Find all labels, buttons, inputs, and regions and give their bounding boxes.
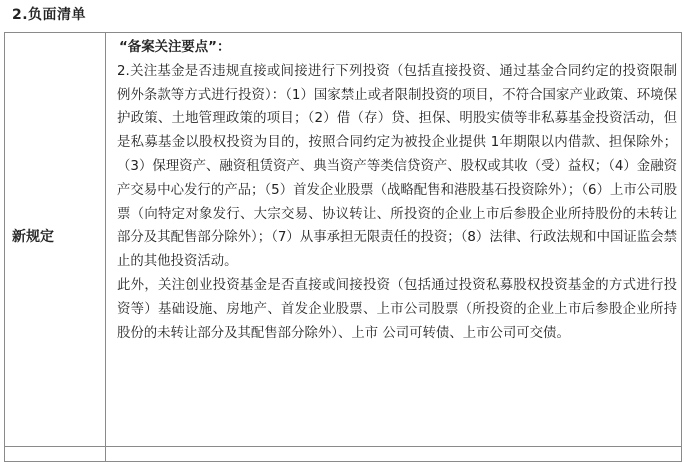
content-paragraph-1: 2.关注基金是否违规直接或间接进行下列投资（包括直接投资、通过基金合同约定的投资限制例外条款等方式进行投资）：（1）国家禁止或者限制投资的项目，不符合国家产业政策、环境保护政策、土地管理政策的项目；（2）借（存）贷、担保、明股实债等非私募基金投资活动，但是私募基金以股权投资为目的，按照合同约定为被投企业提供 1年期限以内借款、担保除外；（3）保理资产、融资租赁资产、典当资产等类信贷资产、股权或其收（受）益权；（4）金融资产交易中心发行的产品；（5）首发企业股票（战略配售和港股基石投资除外）；（6）上市公司股票（向特定对象发行、大宗交易、协议转让、所投资的企业上市后参股企业所持股份的未转让部分及其配售部分除外）；（7）从事承担无限责任的投资；（8）法律、行政法规和中国证监会禁止的其他投资活动。 [117,63,677,270]
row-label-cell [5,33,106,461]
content-paragraph-2: 此外，关注创业投资基金是否直接或间接投资（包括通过投资私募股权投资基金的方式进行投资等）基础设施、房地产、首发企业股票、上市公司股票（所投资的企业上市后参股企业所持股份的未转让部分及其配售部分除外）、上市 公司可转债、上市公司可交债。 [117,277,677,341]
section-title: 2.负面清单 [12,7,87,23]
row-label: 新规定 [12,229,54,245]
rules-table [4,32,682,462]
content-heading: “备案关注要点”： [119,40,231,55]
content-text [117,36,677,345]
row-divider [5,446,681,447]
content-cell [106,33,681,461]
